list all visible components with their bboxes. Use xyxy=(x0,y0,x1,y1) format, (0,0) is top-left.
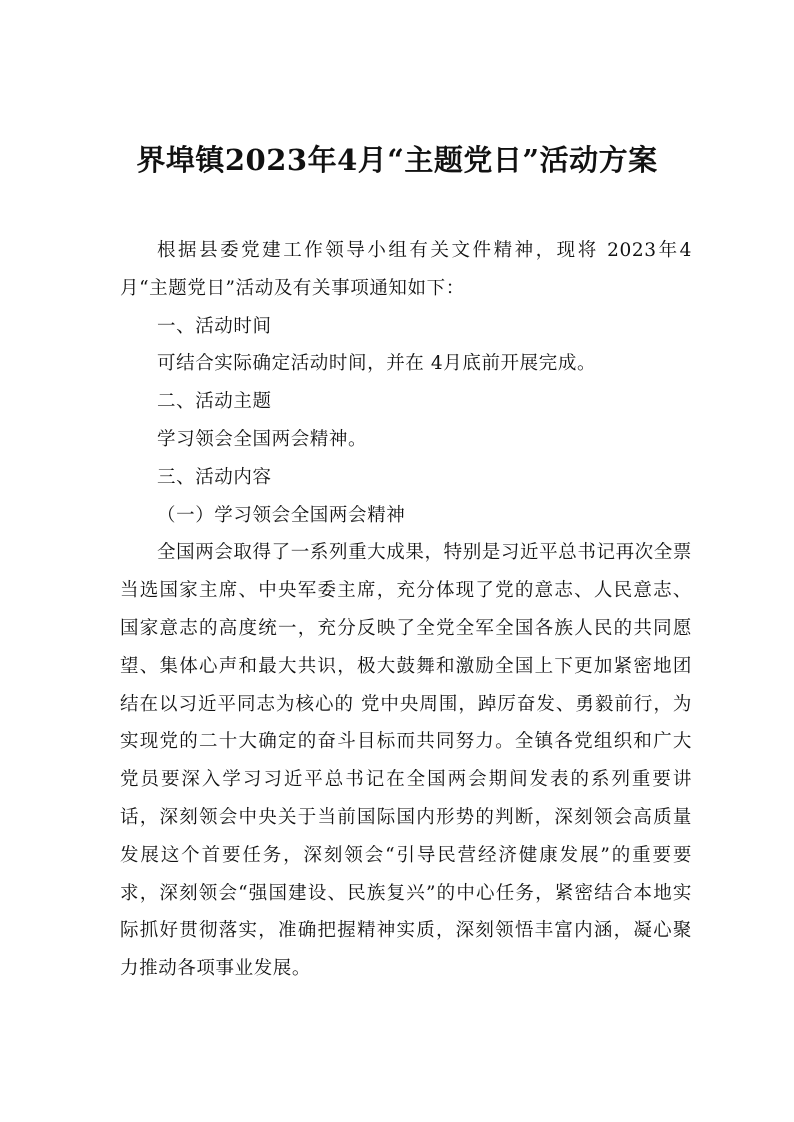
subsection-heading-study: （一）学习领会全国两会精神 xyxy=(157,504,406,526)
document-title: 界埠镇2023年4月“主题党日”活动方案 xyxy=(136,143,658,177)
theme-paragraph: 学习领会全国两会精神。 xyxy=(157,428,368,450)
section-heading-content: 三、活动内容 xyxy=(157,466,272,488)
time-paragraph: 可结合实际确定活动时间，并在 4月底前开展完成。 xyxy=(157,353,597,375)
study-paragraph: 全国两会取得了一系列重大成果，特别是习近平总书记再次全票当选国家主席、中央军委主席，充分体现了党的意志、人民意志、国家意志的高度统一，充分反映了全党全军全国各族人民的共同愿望、集体心声和最大共识，极大鼓舞和激励全国上下更加紧密地团结在以习近平同志为核心的 党中央周围，踔厉奋发、勇毅前行，为实现党的二十大确定的奋斗目标而共同努力。全镇各党组织和广大党员要深入学习习近平总书记在全国两会期间发表的系列重要讲话，深刻领会中央关于当前国际国内形势的判断，深刻领会高质量发展这个首要任务，深刻领会“引导民营经济健康发展”的重要要求，深刻领会“强国建设、民族复兴”的中心任务，紧密结合本地实际抓好贯彻落实，准确把握精神实质，深刻领悟丰富内涵，凝心聚力推动各项事业发展。 xyxy=(120,542,692,980)
section-heading-theme: 二、活动主题 xyxy=(157,391,272,413)
intro-paragraph: 根据县委党建工作领导小组有关文件精神，现将 2023年4月“主题党日”活动及有关事项通知如下： xyxy=(120,240,692,299)
section-heading-time: 一、活动时间 xyxy=(157,315,272,337)
document-body xyxy=(120,232,692,988)
